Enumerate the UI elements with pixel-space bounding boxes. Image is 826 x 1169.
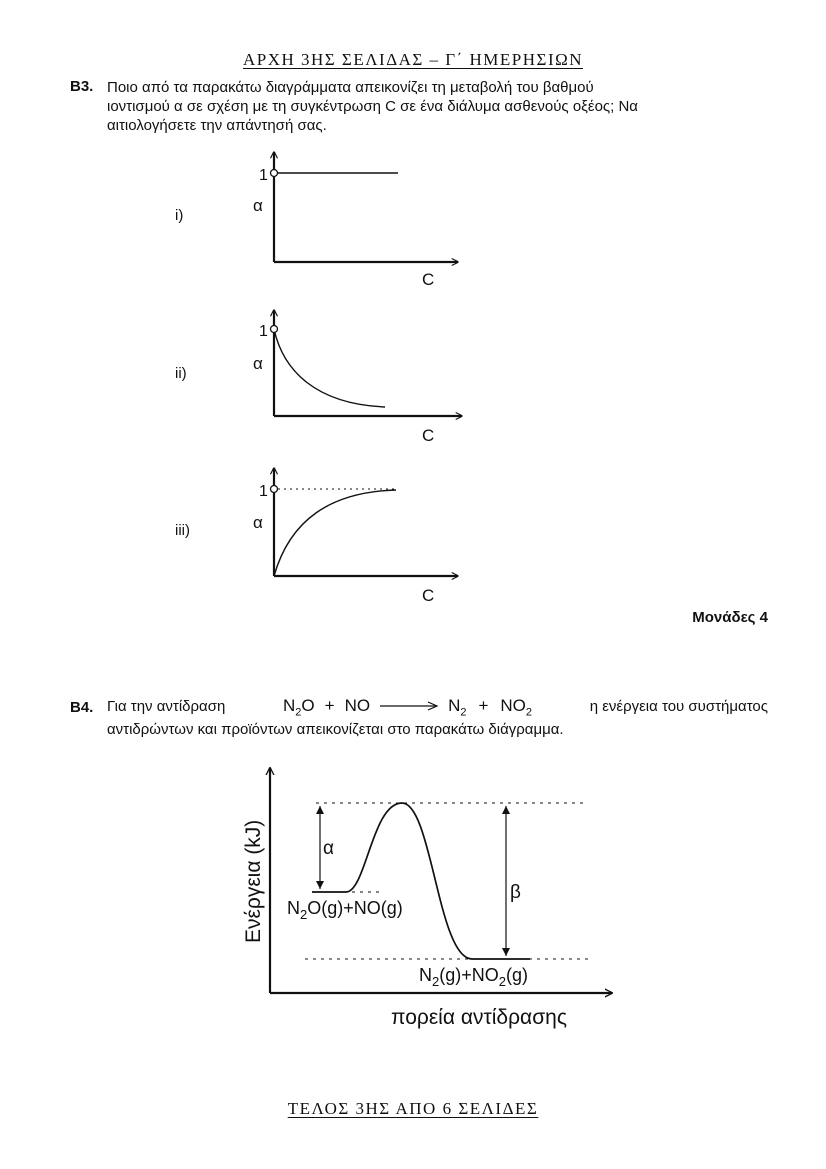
eq-product1 bbox=[448, 696, 466, 718]
question-b3-line2: ιοντισμού α σε σχέση με τη συγκέντρωση C σε ένα διάλυμα ασθενούς οξέος; Να bbox=[107, 98, 638, 115]
alpha-label: α bbox=[323, 838, 334, 859]
graph-iii-label: iii) bbox=[175, 522, 190, 539]
question-b4-line1-end: η ενέργεια του συστήματος bbox=[589, 698, 768, 715]
reactants-label-sub: 2 bbox=[300, 907, 308, 922]
energy-diagram bbox=[0, 760, 826, 1040]
eq-product2-sub: 2 bbox=[525, 706, 533, 719]
products-label-a: N bbox=[419, 965, 432, 985]
energy-curve bbox=[312, 803, 530, 959]
b3-marks: Μονάδες 4 bbox=[692, 609, 768, 626]
page-footer: ΤΕΛΟΣ 3ΗΣ ΑΠΟ 6 ΣΕΛΙΔΕΣ bbox=[287, 1099, 539, 1118]
beta-label: β bbox=[510, 882, 521, 903]
page-header: ΑΡΧΗ 3ΗΣ ΣΕΛΙΔΑΣ – Γ΄ ΗΜΕΡΗΣΙΩΝ bbox=[242, 50, 584, 69]
eq-product1-symbol: N bbox=[448, 696, 461, 715]
eq-reactant1-symbol: N bbox=[282, 696, 296, 715]
products-label-sub1: 2 bbox=[432, 974, 440, 989]
eq-reactant1-sub: 2 bbox=[295, 706, 302, 719]
graph-ii-y-label: α bbox=[253, 354, 263, 373]
products-label-b: (g)+NO bbox=[439, 965, 499, 985]
question-b3-line1: Ποιο από τα παρακάτω διαγράμματα απεικονίζει τη μεταβολή του βαθμού bbox=[107, 79, 594, 96]
eq-arrow-icon bbox=[378, 699, 440, 711]
question-b4-line1 bbox=[107, 696, 768, 718]
graph-iii-y-label: α bbox=[253, 513, 263, 532]
products-label bbox=[419, 965, 528, 989]
graph-i-x-label: C bbox=[422, 270, 435, 289]
products-label-c: (g) bbox=[505, 965, 528, 985]
question-b3-line3: αιτιολογήσετε την απάντησή σας. bbox=[107, 117, 327, 134]
graph-iii-x-label: C bbox=[422, 586, 435, 605]
graph-ii-label: ii) bbox=[175, 365, 187, 382]
graph-i-point bbox=[271, 170, 278, 177]
graph-i-y-tick: 1 bbox=[259, 167, 268, 184]
products-label-sub2: 2 bbox=[498, 974, 506, 989]
reaction-equation bbox=[283, 696, 532, 718]
reactants-label-b: O(g)+NO(g) bbox=[307, 898, 403, 918]
graph-ii-y-tick: 1 bbox=[259, 323, 268, 340]
graph-iii-point bbox=[271, 486, 278, 493]
graph-ii-curve bbox=[274, 329, 385, 407]
reactants-label-a: N bbox=[287, 898, 300, 918]
graph-i-y-label: α bbox=[253, 196, 263, 215]
reactants-label bbox=[287, 898, 403, 922]
eq-product2 bbox=[500, 696, 532, 718]
energy-y-label: Ενέργεια (kJ) bbox=[242, 819, 265, 943]
graph-ii-x-label: C bbox=[422, 426, 435, 445]
graph-i bbox=[253, 152, 458, 289]
question-b4-text bbox=[107, 696, 768, 738]
graph-ii bbox=[253, 310, 462, 445]
eq-product2-symbol: NO bbox=[500, 696, 526, 715]
eq-reactant1-tail: O bbox=[301, 696, 315, 715]
question-b4-line2: αντιδρώντων και προϊόντων απεικονίζεται στο παρακάτω διάγραμμα. bbox=[107, 721, 564, 739]
question-b4-label: Β4. bbox=[70, 699, 94, 716]
graph-i-label: i) bbox=[175, 207, 184, 224]
eq-reactant2: NO bbox=[344, 696, 371, 715]
graph-iii-curve bbox=[274, 490, 396, 576]
graph-iii-y-tick: 1 bbox=[259, 483, 268, 500]
question-b3-label: Β3. bbox=[70, 78, 94, 95]
eq-plus1: + bbox=[324, 696, 335, 715]
question-b4-intro: Για την αντίδραση bbox=[107, 698, 226, 715]
eq-product1-sub: 2 bbox=[460, 706, 467, 719]
graph-iii bbox=[253, 468, 458, 605]
graph-ii-point bbox=[271, 326, 278, 333]
eq-plus2: + bbox=[478, 696, 489, 715]
energy-x-label: πορεία αντίδρασης bbox=[391, 1006, 567, 1029]
eq-reactant1 bbox=[283, 696, 315, 718]
